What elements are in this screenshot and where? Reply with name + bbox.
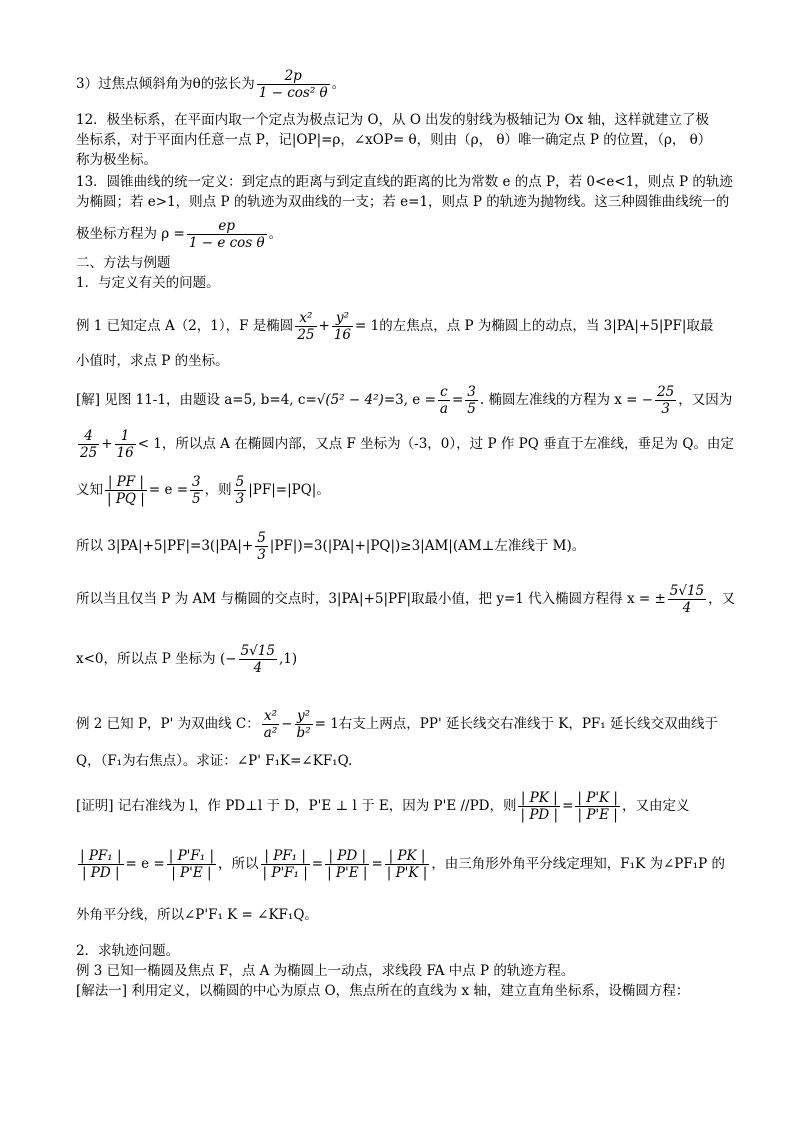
- paragraph-line: 小值时，求点 P 的坐标。: [76, 353, 229, 369]
- paragraph-line: 坐标系，对于平面内任意一点 P，记|OP|=ρ，∠xOP= θ，则由（ρ， θ）唯一确定点 P 的位置，（ρ， θ）: [76, 132, 712, 148]
- solution-line: 义知 $\frac{| PF |}{| PQ |}$ = e = $\frac{3}{5}$ ，则 $\frac{5}{3}$ |PF|=|PQ|。: [76, 474, 330, 507]
- text: 3）过焦点倾斜角为θ的弦长为: [76, 76, 255, 92]
- fraction: $\frac{\text{x²}}{25}$: [297, 310, 315, 343]
- example-1-line: 例 1 已知定点 A（2，1），F 是椭圆 $\frac{\text{x²}}{25}$ + $\frac{\text{y²}}{16}$ = 1的左焦点，点 P 为椭圆上的动点，当 3|PA|+5|PF|取最: [76, 310, 714, 343]
- solution-line: x<0，所以点 P 坐标为 (− $\frac{5√15}{4}$ ,1): [76, 643, 298, 676]
- paragraph-line: 称为极坐标。: [76, 152, 157, 168]
- paragraph-line: [解法一] 利用定义，以椭圆的中心为原点 O，焦点所在的直线为 x 轴，建立直角坐标系，设椭圆方程：: [76, 983, 690, 999]
- chord-length-line: 3）过焦点倾斜角为θ的弦长为 $\frac{2p}{\text{1 − cos² θ}}$ 。: [76, 68, 346, 101]
- subsection-heading: 2．求轨迹问题。: [76, 943, 180, 959]
- solution-line: 所以当且仅当 P 为 AM 与椭圆的交点时，3|PA|+5|PF|取最小值，把 y=1 代入椭圆方程得 x = ± $\frac{5√15}{4}$ ，又: [76, 583, 736, 616]
- subsection-heading: 1．与定义有关的问题。: [76, 275, 220, 291]
- solution-line: 所以 3|PA|+5|PF|=3(|PA|+ $\frac{5}{3}$ |PF|)=3(|PA|+|PQ|)≥3|AM|(AM⊥左准线于 M)。: [76, 530, 586, 563]
- polar-equation-line: 极坐标方程为 ρ = $\frac{ep}{\text{1 − e cos θ}}$ 。: [76, 218, 283, 251]
- example-3-line: 例 3 已知一椭圆及焦点 F，点 A 为椭圆上一动点，求线段 FA 中点 P 的轨迹方程。: [76, 963, 575, 979]
- solution-line: $\frac{4}{25}$ + $\frac{1}{16}$ < 1，所以点 A 在椭圆内部，又点 F 坐标为（-3，0），过 P 作 PQ 垂直于左准线，垂足为 Q。由定: [80, 428, 734, 461]
- fraction: $\frac{2p}{\text{1 − cos² θ}}$: [258, 68, 328, 101]
- section-heading: 二、方法与例题: [76, 255, 171, 271]
- fraction: $\frac{ep}{\text{1 − e cos θ}}$: [188, 218, 265, 251]
- fraction: $\frac{\text{y²}}{16}$: [333, 310, 351, 343]
- proof-line: $\frac{\text{| PF₁ |}}{| PD |}$ = e = $\frac{\text{| P'F₁ |}}{| P'E |}$ ，所以 $\frac{\text{| PF₁ |}}{\text{| P'F₁ |}}$ = $\frac{| PD |}{| P'E |}$ = $\frac{| PK |}{| P'K |}$ ，由三角形外角平分线定理知，F₁K 为∠PF₁P 的: [80, 848, 726, 881]
- paragraph-line: 12．极坐标系，在平面内取一个定点为极点记为 O，从 O 出发的射线为极轴记为 Ox 轴，这样就建立了极: [76, 112, 709, 128]
- example-2-line: 例 2 已知 P，P' 为双曲线 C： $\frac{\text{x²}}{\text{a²}}$ − $\frac{\text{y²}}{\text{b²}}$ = 1右支上两点，PP' 延长线交右准线于 K，PF₁ 延长线交双曲线于: [76, 708, 719, 741]
- paragraph-line: 为椭圆；若 e>1，则点 P 的轨迹为双曲线的一支；若 e=1，则点 P 的轨迹为抛物线。这三种圆锥曲线统一的: [76, 194, 730, 210]
- paragraph-line: 外角平分线，所以∠P'F₁ K = ∠KF₁Q。: [76, 907, 318, 923]
- proof-line: [证明] 记右准线为 l，作 PD⊥l 于 D，P'E ⊥ l 于 E，因为 P'E //PD，则 $\frac{| PK |}{| PD |}$ = $\frac{| P'K |}{| P'E |}$ ，又由定义: [76, 790, 690, 823]
- solution-line: [解] 见图 11-1，由题设 a=5, b=4, c=√(5² − 4²)=3, e = $\frac{c}{a}$ = $\frac{3}{5}$ . 椭圆左准线的方程为 x = − $\frac{25}{3}$ ，又因为: [76, 384, 733, 417]
- paragraph-line: Q，（F₁为右焦点）。求证：∠P' F₁K=∠KF₁Q.: [76, 753, 353, 769]
- paragraph-line: 13．圆锥曲线的统一定义：到定点的距离与到定直线的距离的比为常数 e 的点 P，若 0<e<1，则点 P 的轨迹: [76, 174, 733, 190]
